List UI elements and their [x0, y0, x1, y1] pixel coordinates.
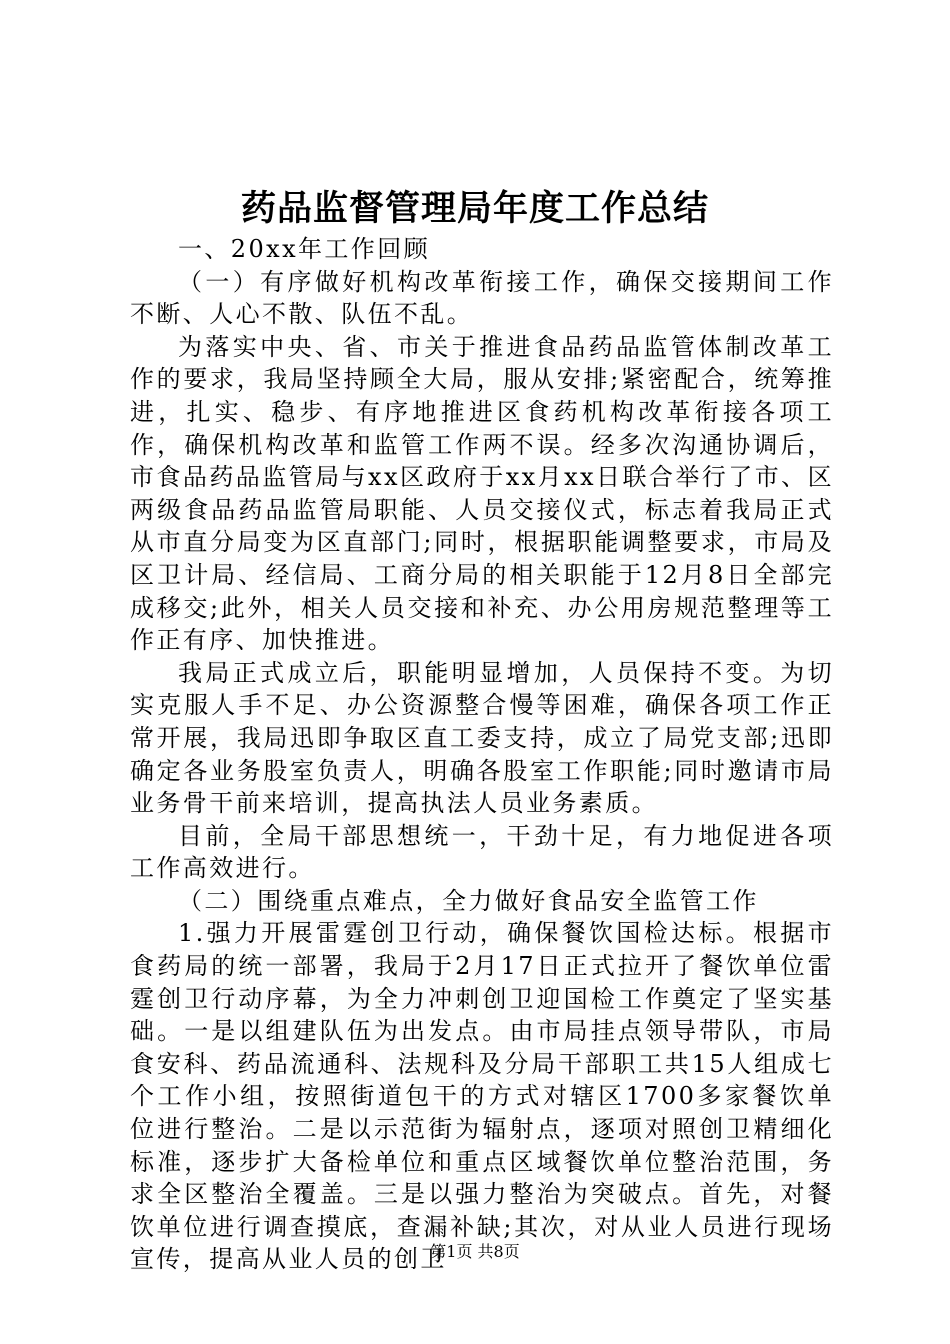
subsection-heading: （二）围绕重点难点，全力做好食品安全监管工作	[178, 886, 759, 915]
subsection-heading: （一）有序做好机构改革衔接工作，确保交接期间工作不断、人心不散、队伍不乱。	[130, 267, 834, 329]
document-body	[130, 233, 834, 1276]
document-title: 药品监督管理局年度工作总结	[240, 188, 709, 229]
paragraph: 为落实中央、省、市关于推进食品药品监管体制改革工作的要求，我局坚持顾全大局，服从安排;紧密配合，统筹推进，扎实、稳步、有序地推进区食药机构改革衔接各项工作，确保机构改革和监管工作两不误。经多次沟通协调后，市食品药品监管局与xx区政府于xx月xx日联合举行了市、区两级食品药品监管局职能、人员交接仪式，标志着我局正式从市直分局变为区直部门;同时，根据职能调整要求，市局及区卫计局、经信局、工商分局的相关职能于12月8日全部完成移交;此外，相关人员交接和补充、办公用房规范整理等工作正有序、加快推进。	[130, 332, 834, 655]
page-footer: 第1页 共8页	[430, 1242, 520, 1261]
section-heading: 一、20xx年工作回顾	[178, 235, 431, 263]
paragraph: 我局正式成立后，职能明显增加，人员保持不变。为切实克服人手不足、办公资源整合慢等困难，确保各项工作正常开展，我局迅即争取区直工委支持，成立了局党支部;迅即确定各业务股室负责人，明确各股室工作职能;同时邀请市局业务骨干前来培训，提高执法人员业务素质。	[130, 658, 834, 818]
paragraph: 1.强力开展雷霆创卫行动，确保餐饮国检达标。根据市食药局的统一部署，我局于2月17日正式拉开了餐饮单位雷霆创卫行动序幕，为全力冲刺创卫迎国检工作奠定了坚实基础。一是以组建队伍为出发点。由市局挂点领导带队，市局食安科、药品流通科、法规科及分局干部职工共15人组成七个工作小组，按照街道包干的方式对辖区1700多家餐饮单位进行整治。二是以示范街为辐射点，逐项对照创卫精细化标准，逐步扩大备检单位和重点区域餐饮单位整治范围，务求全区整治全覆盖。三是以强力整治为突破点。首先，对餐饮单位进行调查摸底，查漏补缺;其次，对从业人员进行现场宣传，提高从业人员的创卫	[130, 919, 834, 1274]
paragraph: 目前，全局干部思想统一，干劲十足，有力地促进各项工作高效进行。	[130, 821, 834, 883]
